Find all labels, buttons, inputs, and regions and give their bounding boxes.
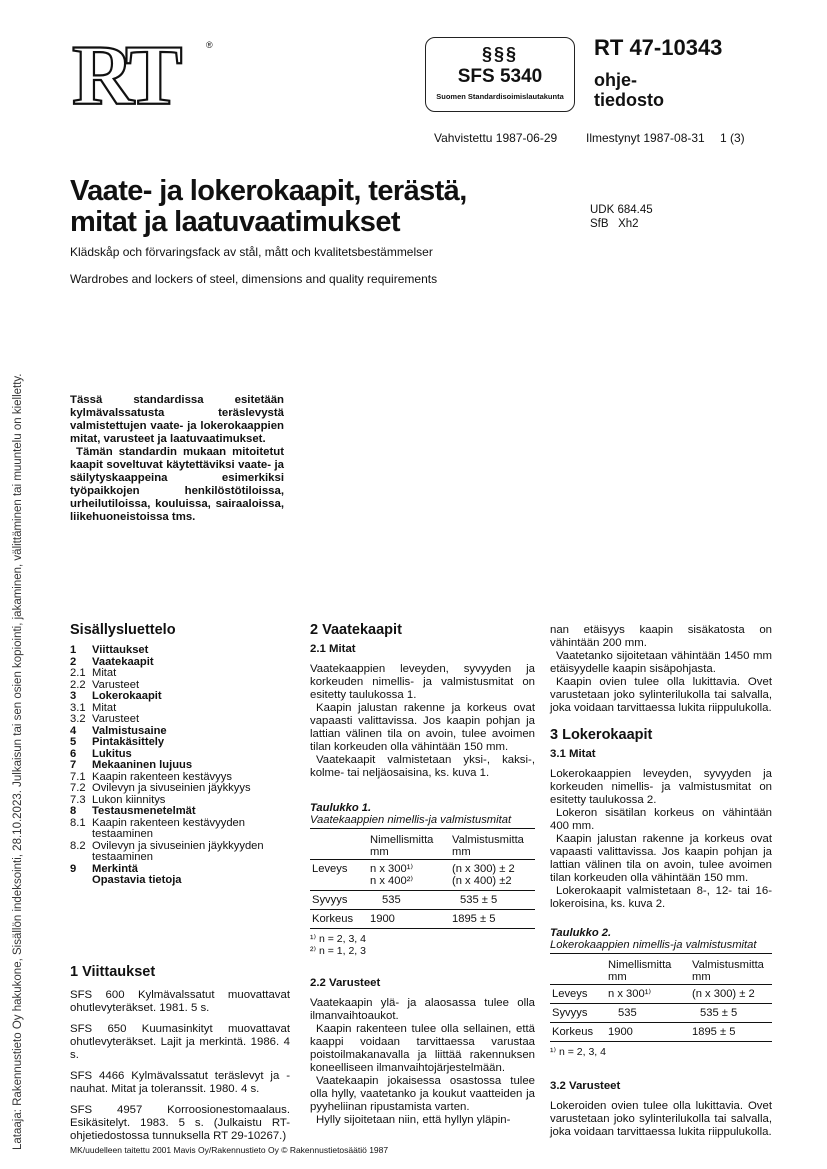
toc-item	[70, 645, 290, 657]
toc-item	[70, 841, 290, 864]
table-caption	[310, 802, 535, 829]
table-cell: Korkeus	[310, 910, 368, 929]
body-paragraph: Hylly sijoitetaan niin, että hyllyn yläpin-	[316, 1114, 511, 1126]
body-paragraph: Vaatekaapin jokaisessa osastossa tulee olla hylly, vaatetanko ja koukut vaatteiden ja pyyheliinan ripustamista varten.	[310, 1075, 535, 1113]
table-header-cell: Nimellismitta mm	[368, 833, 450, 860]
table-2	[550, 927, 772, 1058]
document-type-line2: tiedosto	[594, 90, 664, 110]
toc-item-label: Lukitus	[92, 747, 132, 760]
toc-item-number: 1	[70, 644, 77, 656]
toc-item	[70, 818, 290, 841]
toc-item-label: Varusteet	[92, 713, 140, 725]
reference-item: SFS 4957 Korroosionestomaalaus. Esikäsitelyt. 1983. 5 s. (Julkaistu RT-ohjetiedostossa tunnuksella RT 29-10267.)	[70, 1104, 290, 1142]
section-lockers	[550, 624, 772, 1139]
toc-item-label: Pintakäsittely	[92, 736, 165, 748]
svg-text:RT: RT	[72, 40, 177, 110]
table-cell: Syvyys	[310, 891, 368, 910]
toc-item-label: Testausmenetelmät	[92, 805, 196, 817]
sfs-code: SFS 5340	[457, 66, 543, 87]
table-header-cell	[550, 958, 606, 985]
table-footnote: ²⁾ n = 1, 2, 3	[310, 945, 366, 957]
rt-logo	[72, 40, 212, 110]
table-cell: (n x 300) ± 2 (n x 400) ±2	[450, 860, 535, 891]
toc-item	[70, 714, 290, 726]
toc-item	[70, 783, 290, 795]
body-paragraph: Kaapin jalustan rakenne ja korkeus ovat vapaasti valittavissa. Jos kaapin pohjan ja lattian välinen tila on avoin, tulee avoimen tilan korkeuden olla vähintään 150 mm.	[310, 702, 535, 753]
toc-item-label: Opastavia tietoja	[92, 874, 182, 886]
abstract-paragraph: Tässä standardissa esitetään kylmävalssatusta teräslevystä valmistettujen vaate- ja lokerokaappien mitat, varusteet ja laatuvaatimukset.	[70, 394, 284, 445]
body-paragraph: Vaatetanko sijoitetaan vähintään 1450 mm etäisyydelle kaapin sisäpohjasta.	[550, 650, 772, 675]
toc-item	[70, 806, 290, 818]
toc-item-number: 5	[70, 736, 77, 748]
toc-item-number: 3.1	[70, 701, 86, 714]
table-of-contents	[70, 624, 290, 887]
body-paragraph: Vaatekaappien leveyden, syvyyden ja korkeuden nimellis- ja valmistusmitat on esitetty taulukossa 1.	[310, 663, 535, 701]
body-paragraph: Kaapin rakenteen tulee olla sellainen, että kaappi voidaan tarvittaessa varustaa poistoilmakanavalla ja liittää rakennuksen koneelliseen ilmanvaihtojärjestelmään.	[310, 1023, 535, 1074]
toc-item-number: 2.2	[70, 678, 86, 691]
toc-item	[70, 691, 290, 703]
table-cell: n x 300¹⁾	[606, 985, 690, 1004]
toc-item	[70, 760, 290, 772]
body-paragraph: Lokerokaapit valmistetaan 8-, 12- tai 16-lokeroisina, ks. kuva 2.	[550, 885, 772, 910]
table-header-cell: Valmistusmitta mm	[450, 833, 535, 860]
toc-item-label: Lukon kiinnitys	[92, 793, 166, 806]
sfs-organization: Suomen Standardisoimislautakunta	[436, 92, 564, 101]
toc-item-label: Ovilevyn ja sivuseinien jäykkyyden testaaminen	[92, 839, 264, 863]
table-footnote: ¹⁾ n = 2, 3, 4	[550, 1046, 606, 1058]
table-cell: 1900	[606, 1023, 690, 1042]
toc-item-label: Mekaaninen lujuus	[92, 759, 193, 771]
sfs-badge	[425, 37, 575, 112]
table-header-cell	[310, 833, 368, 860]
table-cell: 1895 ± 5	[690, 1023, 772, 1042]
table-number: Taulukko 2.	[550, 927, 612, 939]
subtitle-english: Wardrobes and lockers of steel, dimensions and quality requirements	[70, 272, 438, 286]
toc-item-number: 6	[70, 747, 77, 760]
toc-item-number: 4	[70, 724, 77, 737]
rt-number: RT 47-10343	[594, 35, 723, 60]
subtitle-swedish: Klädskåp och förvaringsfack av stål, mått och kvalitetsbestämmelser	[70, 245, 433, 259]
subsection-heading: 3.2 Varusteet	[550, 1080, 621, 1092]
document-type-line1: ohje-	[594, 70, 637, 90]
section-heading: 1 Viittaukset	[70, 964, 156, 980]
body-paragraph: Kaapin ovien tulee olla lukittavia. Ovet varustetaan joko sylinterilukolla tai salvalla, joka voidaan tarvittaessa lukita riippulukolla.	[550, 676, 772, 714]
table-footnote: ¹⁾ n = 2, 3, 4	[310, 933, 366, 945]
confirmed-date: Vahvistettu 1987-06-29	[434, 131, 558, 145]
toc-item-number: 7.1	[70, 770, 86, 783]
body-paragraph: Lokeron sisätilan korkeus on vähintään 400 mm.	[550, 807, 772, 832]
page-number: 1 (3)	[720, 131, 745, 145]
reference-item: SFS 600 Kylmävalssatut muovattavat ohutlevyteräkset. 1981. 5 s.	[70, 989, 290, 1014]
table-cell: 535	[368, 891, 450, 910]
reference-item: SFS 650 Kuumasinkityt muovattavat ohutlevyteräkset. Lajit ja merkintä. 1986. 4 s.	[70, 1023, 290, 1061]
body-paragraph: Kaapin jalustan rakenne ja korkeus ovat vapaasti valittavissa. Jos kaapin pohjan ja lattian välinen tila on avoin, tulee avoimen tilan korkeuden olla vähintään 150 mm.	[550, 833, 772, 884]
table-header-cell: Valmistusmitta mm	[690, 958, 772, 985]
document-type	[594, 70, 694, 110]
toc-item-label: Ovilevyn ja sivuseinien jäykkyys	[92, 782, 251, 794]
abstract	[70, 394, 284, 524]
registered-mark: ®	[206, 40, 213, 50]
table-1	[310, 802, 535, 957]
reference-item: SFS 4466 Kylmävalssatut teräslevyt ja -nauhat. Mitat ja toleranssit. 1980. 4 s.	[70, 1070, 290, 1095]
footer-copyright: MK/uudelleen taitettu 2001 Mavis Oy/Rakennustieto Oy © Rakennustietosäätiö 1987	[70, 1145, 389, 1155]
table-cell: Syvyys	[550, 1004, 606, 1023]
toc-item-label: Kaapin rakenteen kestävyys	[92, 770, 232, 783]
table-title: Lokerokaappien nimellis-ja valmistusmitat	[550, 939, 757, 951]
table-cell: 1895 ± 5	[450, 910, 535, 929]
abstract-paragraph: Tämän standardin mukaan mitoitetut kaapit soveltuvat käytettäviksi vaate- ja säilytyskaappeina esimerkiksi työpaikkojen henkilöstötiloissa, urheilutiloissa, kouluissa, sairaaloissa, liikehuoneistoissa tms.	[70, 446, 284, 523]
toc-item-label: Mitat	[92, 667, 117, 679]
table-number: Taulukko 1.	[310, 802, 372, 814]
toc-list	[70, 645, 290, 887]
body-paragraph: Lokeroiden ovien tulee olla lukittavia. Ovet varustetaan joko sylinterilukolla tai salvalla, joka voidaan tarvittaessa lukita riippulukolla.	[550, 1100, 772, 1138]
page-title-line2: mitat ja laatuvaatimukset	[70, 206, 400, 238]
toc-item-label: Vaatekaapit	[92, 655, 154, 668]
table-cell: 535 ± 5	[450, 891, 535, 910]
body-paragraph: Lokerokaappien leveyden, syvyyden ja korkeuden nimellis- ja valmistusmitat on esitetty taulukossa 2.	[550, 768, 772, 806]
references-section	[70, 966, 290, 1151]
published-date: Ilmestynyt 1987-08-31	[586, 131, 705, 145]
table-cell: Korkeus	[550, 1023, 606, 1042]
toc-title: Sisällysluettelo	[70, 622, 176, 638]
dimensions-table	[310, 833, 535, 929]
table-caption	[550, 927, 772, 954]
toc-item-number: 7.3	[70, 793, 86, 806]
table-header-cell: Nimellismitta mm	[606, 958, 690, 985]
classification-codes	[590, 203, 653, 231]
toc-item-label: Mitat	[92, 701, 117, 714]
toc-item-label: Lokerokaapit	[92, 690, 162, 702]
toc-item	[70, 875, 290, 887]
table-cell: 535	[606, 1004, 690, 1023]
toc-item-number: 3.2	[70, 713, 86, 725]
toc-item-label: Valmistusaine	[92, 724, 167, 737]
toc-item	[70, 668, 290, 680]
toc-item-label: Viittaukset	[92, 644, 149, 656]
subsection-heading: 2.2 Varusteet	[310, 977, 381, 989]
toc-item-label: Kaapin rakenteen kestävyyden testaaminen	[92, 816, 245, 840]
body-paragraph: Vaatekaapin ylä- ja alaosassa tulee olla ilmanvaihtoaukot.	[310, 997, 535, 1022]
section-heading: 2 Vaatekaapit	[310, 622, 402, 638]
download-notice: Lataaja: Rakennustieto Oy hakukone, Sisällön indeksointi, 28.10.2023. Julkaisun tai sen osien kopiointi, jakaminen, välittäminen tai muuntelu on kielletty.	[12, 373, 24, 1150]
table-cell: Leveys	[310, 860, 368, 891]
section-wardrobes	[310, 624, 535, 1127]
toc-item-label: Merkintä	[92, 862, 139, 875]
table-cell: 535 ± 5	[690, 1004, 772, 1023]
dimensions-table	[550, 958, 772, 1042]
body-paragraph: Vaatekaapit valmistetaan yksi-, kaksi-, kolme- tai neljäosaisina, ks. kuva 1.	[310, 754, 535, 779]
body-paragraph: nan etäisyys kaapin sisäkatosta on vähintään 200 mm.	[550, 624, 772, 649]
page-title	[70, 176, 467, 238]
toc-item-number: 8.1	[70, 816, 86, 829]
table-title: Vaatekaappien nimellis-ja valmistusmitat	[310, 814, 512, 826]
toc-item-number: 7	[70, 759, 77, 771]
subsection-heading: 3.1 Mitat	[550, 748, 596, 760]
table-cell: 1900	[368, 910, 450, 929]
table-cell: (n x 300) ± 2	[690, 985, 772, 1004]
toc-item-label: Varusteet	[92, 678, 140, 691]
rt-logo-graphic	[72, 40, 212, 110]
toc-item	[70, 737, 290, 749]
table-cell: n x 300¹⁾ n x 400²⁾	[368, 860, 450, 891]
toc-item-number: 9	[70, 862, 77, 875]
subsection-heading: 2.1 Mitat	[310, 643, 356, 655]
toc-item-number: 2	[70, 655, 77, 668]
section-heading: 3 Lokerokaapit	[550, 727, 653, 743]
sfb-code: SfB Xh2	[590, 218, 639, 230]
sfs-symbol-icon: §§§	[481, 44, 519, 64]
table-cell: Leveys	[550, 985, 606, 1004]
page-title-line1: Vaate- ja lokerokaapit, terästä,	[70, 175, 467, 207]
toc-item-number: 8.2	[70, 839, 86, 852]
toc-item-number: 3	[70, 690, 77, 702]
toc-item-number: 2.1	[70, 667, 86, 679]
toc-item-number: 8	[70, 805, 77, 817]
udk-code: UDK 684.45	[590, 204, 653, 216]
toc-item-number: 7.2	[70, 782, 86, 794]
